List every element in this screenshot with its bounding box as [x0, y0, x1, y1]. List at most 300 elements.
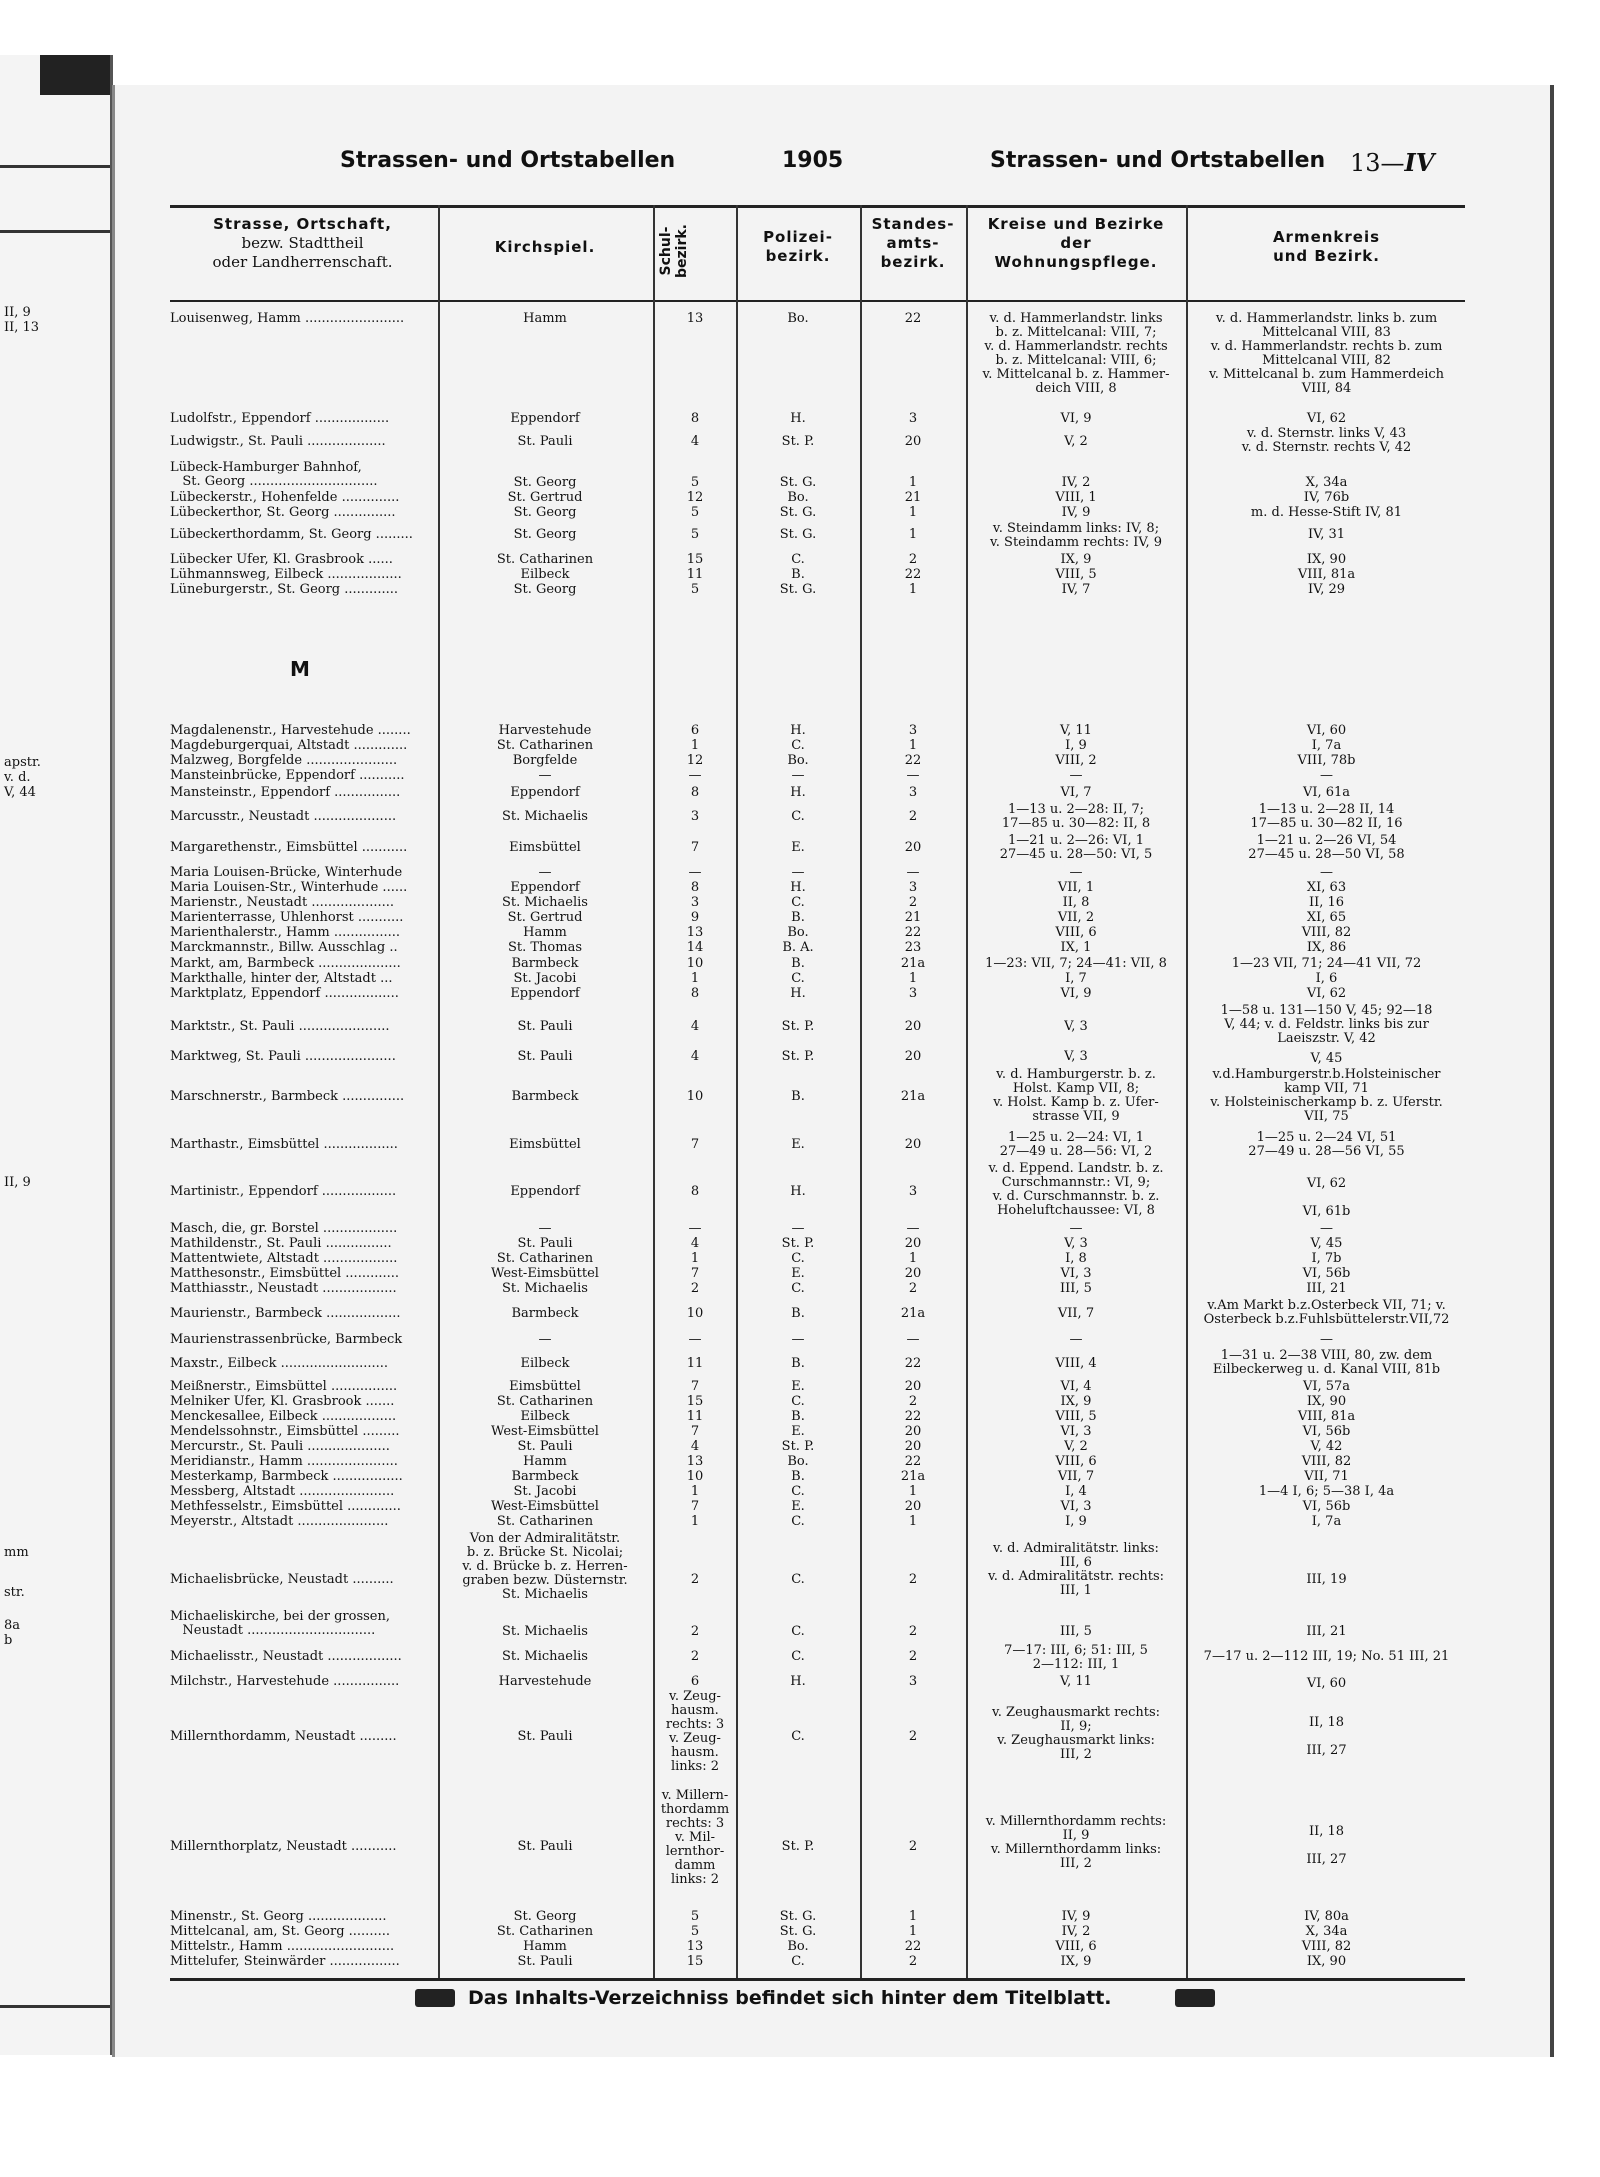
street-cell: Matthiasstr., Neustadt .................. [170, 1282, 397, 1296]
armenkreis-cell: II, 18 III, 27 [1306, 1824, 1347, 1867]
armenkreis-cell: IX, 90 [1306, 1394, 1347, 1409]
wohnungspflege-cell: 1—23: VII, 7; 24—41: VII, 8 [985, 956, 1167, 971]
wohnungspflege-cell: IV, 2 [1061, 1924, 1091, 1939]
street-cell: Lübeck-Hamburger Bahnhof, St. Georg ............................... [170, 461, 378, 489]
fragment-text: 8a [4, 1618, 21, 1633]
street-cell: Mittelstr., Hamm .......................... [170, 1940, 395, 1954]
kirchspiel-cell: Eilbeck [520, 1356, 570, 1371]
kirchspiel-cell: Hamm [523, 1454, 567, 1469]
standesamt-cell: 2 [908, 1394, 918, 1409]
standesamt-cell: — [906, 768, 920, 783]
standesamt-cell: 1 [908, 582, 918, 597]
street-cell: Martinistr., Eppendorf .................. [170, 1185, 397, 1199]
standesamt-cell: 2 [908, 1572, 918, 1587]
street-cell: Marktplatz, Eppendorf .................. [170, 987, 399, 1001]
fragment-text: V, 44 [4, 785, 36, 800]
column-title: Kreise und Bezirke [987, 215, 1165, 233]
kirchspiel-cell: — [538, 1332, 552, 1347]
polizeibezirk-cell: St. P. [781, 1839, 815, 1854]
kirchspiel-cell: St. Georg [513, 1909, 577, 1924]
standesamt-cell: 20 [904, 1499, 922, 1514]
armenkreis-cell: XI, 65 [1306, 910, 1347, 925]
wohnungspflege-cell: VI, 3 [1060, 1266, 1092, 1281]
schulbezirk-cell: 1 [690, 1251, 700, 1266]
polizeibezirk-cell: C. [791, 1624, 805, 1639]
standesamt-cell: 2 [908, 552, 918, 567]
kirchspiel-cell: Harvestehude [498, 723, 592, 738]
street-cell: Louisenweg, Hamm ........................ [170, 312, 405, 326]
armenkreis-cell: IX, 90 [1306, 1954, 1347, 1969]
street-cell: Mittelufer, Steinwärder ................. [170, 1955, 400, 1969]
street-cell: Messberg, Altstadt ....................... [170, 1485, 395, 1499]
armenkreis-cell: 1—58 u. 131—150 V, 45; 92—18 V, 44; v. d. Feldstr. links bis zur Laeiszstr. V, 42 [1220, 1003, 1433, 1046]
armenkreis-cell: IV, 31 [1307, 527, 1346, 542]
polizeibezirk-cell: C. [791, 1649, 805, 1664]
schulbezirk-cell: 5 [690, 505, 700, 520]
pointing-hand-icon [1175, 1989, 1215, 2007]
kirchspiel-cell: Eppendorf [510, 1184, 580, 1199]
polizeibezirk-cell: St. G. [779, 582, 817, 597]
kirchspiel-cell: St. Michaelis [502, 1281, 588, 1296]
street-cell: Marktweg, St. Pauli ...................... [170, 1050, 396, 1064]
wohnungspflege-cell: VIII, 1 [1055, 490, 1097, 505]
standesamt-cell: 1 [908, 1251, 918, 1266]
section-letter: M [290, 657, 310, 681]
column-subtitle: bezw. Stadttheil [241, 234, 364, 252]
kirchspiel-cell: Eilbeck [520, 567, 570, 582]
wohnungspflege-cell: — [1069, 865, 1083, 880]
wohnungspflege-cell: VI, 3 [1060, 1499, 1092, 1514]
polizeibezirk-cell: B. [791, 1469, 805, 1484]
binding-shadow [40, 55, 113, 95]
schulbezirk-cell: 8 [690, 411, 700, 426]
armenkreis-cell: VI, 57a [1302, 1379, 1351, 1394]
street-cell: Malzweg, Borgfelde ...................... [170, 754, 398, 768]
polizeibezirk-cell: H. [790, 880, 806, 895]
column-subtitle: oder Landherrenschaft. [212, 253, 393, 271]
polizeibezirk-cell: B. [791, 910, 805, 925]
polizeibezirk-cell: C. [791, 895, 805, 910]
polizeibezirk-cell: St. P. [781, 1049, 815, 1064]
armenkreis-cell: VI, 62 [1306, 986, 1347, 1001]
column-title: Armenkreis [1272, 228, 1381, 246]
kirchspiel-cell: St. Pauli [517, 1839, 573, 1854]
wohnungspflege-cell: VIII, 4 [1055, 1356, 1097, 1371]
kirchspiel-cell: Eppendorf [510, 986, 580, 1001]
street-cell: Mesterkamp, Barmbeck ................. [170, 1470, 403, 1484]
schulbezirk-cell: 11 [686, 1409, 704, 1424]
polizeibezirk-cell: H. [790, 1674, 806, 1689]
polizeibezirk-cell: H. [790, 1184, 806, 1199]
polizeibezirk-cell: E. [791, 1424, 805, 1439]
polizeibezirk-cell: E. [791, 1499, 805, 1514]
street-cell: Lühmannsweg, Eilbeck .................. [170, 568, 402, 582]
schulbezirk-cell: 5 [690, 1909, 700, 1924]
schulbezirk-cell: 2 [690, 1649, 700, 1664]
kirchspiel-cell: Harvestehude [498, 1674, 592, 1689]
fragment-text: apstr. [4, 755, 41, 770]
column-title: Schul- bezirk. [658, 224, 690, 278]
standesamt-cell: 20 [904, 434, 922, 449]
street-cell: Mansteinstr., Eppendorf ................ [170, 786, 401, 800]
column-divider [653, 205, 655, 1978]
schulbezirk-cell: v. Millern- thordamm rechts: 3 v. Mil- lernthor- damm links: 2 [660, 1788, 730, 1887]
kirchspiel-cell: Eilbeck [520, 1409, 570, 1424]
street-cell: Mathildenstr., St. Pauli ................ [170, 1237, 392, 1251]
polizeibezirk-cell: St. G. [779, 475, 817, 490]
column-title: Strasse, Ortschaft, [213, 215, 392, 233]
armenkreis-cell: VIII, 81a [1297, 1409, 1356, 1424]
street-cell: Michaelisbrücke, Neustadt .......... [170, 1573, 394, 1587]
fragment-text: v. d. [4, 770, 31, 785]
schulbezirk-cell: 5 [690, 1924, 700, 1939]
schulbezirk-cell: 8 [690, 785, 700, 800]
armenkreis-cell: IV, 80a [1304, 1909, 1349, 1924]
street-cell: Methfesselstr., Eimsbüttel ............. [170, 1500, 401, 1514]
schulbezirk-cell: 8 [690, 986, 700, 1001]
standesamt-cell: 3 [908, 785, 918, 800]
kirchspiel-cell: St. Georg [513, 505, 577, 520]
schulbezirk-cell: 8 [690, 880, 700, 895]
column-header-kirchspiel [440, 238, 650, 257]
wohnungspflege-cell: v. d. Eppend. Landstr. b. z. Curschmannstr.: VI, 9; v. d. Curschmannstr. b. z. Hoheluftchaussee: VI, 8 [988, 1161, 1164, 1218]
wohnungspflege-cell: IX, 9 [1060, 1394, 1092, 1409]
standesamt-cell: 1 [908, 738, 918, 753]
kirchspiel-cell: — [538, 1221, 552, 1236]
polizeibezirk-cell: H. [790, 723, 806, 738]
standesamt-cell: 20 [904, 1266, 922, 1281]
standesamt-cell: 2 [908, 1649, 918, 1664]
armenkreis-cell: V, 42 [1310, 1439, 1343, 1454]
standesamt-cell: 3 [908, 723, 918, 738]
armenkreis-cell: VII, 71 [1304, 1469, 1349, 1484]
kirchspiel-cell: St. Michaelis [502, 809, 588, 824]
armenkreis-cell: 7—17 u. 2—112 III, 19; No. 51 III, 21 [1203, 1649, 1450, 1664]
street-cell: Lübeckerstr., Hohenfelde .............. [170, 491, 400, 505]
schulbezirk-cell: 4 [690, 434, 700, 449]
standesamt-cell: 2 [908, 809, 918, 824]
polizeibezirk-cell: E. [791, 840, 805, 855]
standesamt-cell: 20 [904, 1019, 922, 1034]
kirchspiel-cell: St. Thomas [507, 940, 582, 955]
wohnungspflege-cell: V, 2 [1064, 434, 1088, 449]
scan-margin-bottom [0, 2057, 1600, 2177]
polizeibezirk-cell: Bo. [787, 490, 809, 505]
armenkreis-cell: v. d. Hammerlandstr. links b. zum Mittelcanal VIII, 83 v. d. Hammerlandstr. rechts b. zum Mittelcanal VIII, 82 v. Mittelcanal b. zum Hammerdeich VIII, 84 [1208, 311, 1445, 396]
polizeibezirk-cell: St. G. [779, 1924, 817, 1939]
schulbezirk-cell: 9 [690, 910, 700, 925]
wohnungspflege-cell: III, 5 [1060, 1281, 1092, 1296]
kirchspiel-cell: St. Michaelis [502, 1649, 588, 1664]
armenkreis-cell: X, 34a [1305, 475, 1348, 490]
schulbezirk-cell: 2 [690, 1624, 700, 1639]
kirchspiel-cell: St. Catharinen [496, 1514, 594, 1529]
polizeibezirk-cell: E. [791, 1266, 805, 1281]
standesamt-cell: 1 [908, 1484, 918, 1499]
kirchspiel-cell: St. Georg [513, 582, 577, 597]
kirchspiel-cell: Eppendorf [510, 880, 580, 895]
kirchspiel-cell: St. Jacobi [513, 1484, 577, 1499]
polizeibezirk-cell: St. G. [779, 527, 817, 542]
kirchspiel-cell: St. Georg [513, 527, 577, 542]
street-cell: Magdalenenstr., Harvestehude ........ [170, 724, 411, 738]
armenkreis-cell: 1—21 u. 2—26 VI, 54 27—45 u. 28—50 VI, 58 [1248, 833, 1405, 862]
standesamt-cell: 21a [900, 1089, 926, 1104]
street-cell: Mittelcanal, am, St. Georg .......... [170, 1925, 390, 1939]
kirchspiel-cell: St. Pauli [517, 1729, 573, 1744]
fragment-text: str. [4, 1585, 25, 1600]
schulbezirk-cell: 3 [690, 809, 700, 824]
kirchspiel-cell: St. Pauli [517, 434, 573, 449]
street-cell: Marcusstr., Neustadt .................... [170, 810, 397, 824]
wohnungspflege-cell: 1—21 u. 2—26: VI, 1 27—45 u. 28—50: VI, 5 [999, 833, 1153, 862]
fragment-text: II, 13 [4, 320, 40, 335]
polizeibezirk-cell: C. [791, 1251, 805, 1266]
header-rule-top [170, 205, 1465, 208]
polizeibezirk-cell: C. [791, 552, 805, 567]
wohnungspflege-cell: IX, 1 [1060, 940, 1092, 955]
armenkreis-cell: X, 34a [1305, 1924, 1348, 1939]
polizeibezirk-cell: — [791, 865, 805, 880]
column-title: der [1060, 234, 1092, 252]
footer-note: Das Inhalts-Verzeichniss befindet sich hinter dem Titelblatt. [468, 1987, 1112, 2009]
wohnungspflege-cell: II, 8 [1062, 895, 1090, 910]
wohnungspflege-cell: IX, 9 [1060, 1954, 1092, 1969]
standesamt-cell: 2 [908, 895, 918, 910]
pointing-hand-icon [415, 1989, 455, 2007]
wohnungspflege-cell: VIII, 5 [1055, 567, 1097, 582]
armenkreis-cell: 1—13 u. 2—28 II, 14 17—85 u. 30—82 II, 16 [1250, 802, 1403, 831]
schulbezirk-cell: 8 [690, 1184, 700, 1199]
street-cell: Maria Louisen-Str., Winterhude ...... [170, 881, 408, 895]
armenkreis-cell: VI, 56b [1302, 1266, 1351, 1281]
wohnungspflege-cell: — [1069, 1221, 1083, 1236]
kirchspiel-cell: — [538, 768, 552, 783]
kirchspiel-cell: Hamm [523, 311, 567, 326]
column-title: bezirk. [880, 253, 946, 271]
polizeibezirk-cell: B. [791, 1409, 805, 1424]
kirchspiel-cell: St. Jacobi [513, 971, 577, 986]
kirchspiel-cell: Eimsbüttel [509, 1379, 581, 1394]
wohnungspflege-cell: 1—25 u. 2—24: VI, 1 27—49 u. 28—56: VI, 2 [999, 1130, 1153, 1159]
wohnungspflege-cell: VIII, 5 [1055, 1409, 1097, 1424]
polizeibezirk-cell: C. [791, 738, 805, 753]
wohnungspflege-cell: VI, 9 [1060, 986, 1092, 1001]
schulbezirk-cell: 13 [686, 1939, 704, 1954]
standesamt-cell: 20 [904, 1236, 922, 1251]
polizeibezirk-cell: B. [791, 1356, 805, 1371]
kirchspiel-cell: St. Pauli [517, 1019, 573, 1034]
armenkreis-cell: — [1320, 865, 1333, 880]
street-cell: Meyerstr., Altstadt ...................... [170, 1515, 389, 1529]
armenkreis-cell: I, 7b [1311, 1251, 1342, 1266]
schulbezirk-cell: 4 [690, 1019, 700, 1034]
kirchspiel-cell: Hamm [523, 1939, 567, 1954]
armenkreis-cell: IX, 86 [1306, 940, 1347, 955]
armenkreis-cell: III, 21 [1306, 1281, 1347, 1296]
armenkreis-cell: III, 19 [1306, 1572, 1347, 1587]
street-cell: Maurienstr., Barmbeck .................. [170, 1307, 401, 1321]
kirchspiel-cell: Borgfelde [512, 753, 578, 768]
standesamt-cell: 3 [908, 1184, 918, 1199]
polizeibezirk-cell: C. [791, 1484, 805, 1499]
standesamt-cell: 1 [908, 475, 918, 490]
street-cell: Mansteinbrücke, Eppendorf ........... [170, 769, 405, 783]
armenkreis-cell: VIII, 82 [1301, 925, 1352, 940]
schulbezirk-cell: 7 [690, 1424, 700, 1439]
standesamt-cell: 22 [904, 1356, 922, 1371]
wohnungspflege-cell: III, 5 [1060, 1624, 1092, 1639]
armenkreis-cell: — [1320, 1332, 1333, 1347]
wohnungspflege-cell: VIII, 6 [1055, 1454, 1097, 1469]
street-cell: Magdeburgerquai, Altstadt ............. [170, 739, 408, 753]
kirchspiel-cell: West-Eimsbüttel [491, 1499, 599, 1514]
standesamt-cell: 3 [908, 880, 918, 895]
fragment-text: II, 9 [4, 1175, 31, 1190]
kirchspiel-cell: West-Eimsbüttel [491, 1266, 599, 1281]
armenkreis-cell: VIII, 81a [1297, 567, 1356, 582]
schulbezirk-cell: 1 [690, 971, 700, 986]
kirchspiel-cell: — [538, 865, 552, 880]
previous-page-edge [0, 55, 113, 2055]
wohnungspflege-cell: IX, 9 [1060, 552, 1092, 567]
street-cell: Menckesallee, Eilbeck .................. [170, 1410, 397, 1424]
standesamt-cell: 21a [900, 1306, 926, 1321]
kirchspiel-cell: St. Catharinen [496, 552, 594, 567]
armenkreis-cell: — [1320, 768, 1333, 783]
street-cell: Lübecker Ufer, Kl. Grasbrook ...... [170, 553, 393, 567]
header-right-title: Strassen- und Ortstabellen [990, 148, 1326, 173]
armenkreis-cell: v. d. Sternstr. links V, 43 v. d. Sternstr. rechts V, 42 [1241, 426, 1412, 455]
street-cell: Marschnerstr., Barmbeck ............... [170, 1090, 405, 1104]
armenkreis-cell: v.d.Hamburgerstr.b.Holsteinischer kamp VII, 71 v. Holsteinischerkamp b. z. Uferstr. VII, 75 [1210, 1067, 1443, 1124]
wohnungspflege-cell: I, 4 [1065, 1484, 1087, 1499]
schulbezirk-cell: 12 [686, 490, 704, 505]
schulbezirk-cell: 15 [686, 1394, 704, 1409]
wohnungspflege-cell: v. Steindamm links: IV, 8; v. Steindamm rechts: IV, 9 [989, 521, 1163, 550]
polizeibezirk-cell: C. [791, 1394, 805, 1409]
standesamt-cell: 1 [908, 1924, 918, 1939]
polizeibezirk-cell: C. [791, 1729, 805, 1744]
armenkreis-cell: V, 45 [1310, 1236, 1343, 1251]
kirchspiel-cell: St. Pauli [517, 1439, 573, 1454]
street-cell: Markt, am, Barmbeck .................... [170, 957, 401, 971]
schulbezirk-cell: 5 [690, 582, 700, 597]
schulbezirk-cell: 15 [686, 1954, 704, 1969]
divider [0, 165, 110, 168]
schulbezirk-cell: 14 [686, 940, 704, 955]
kirchspiel-cell: St. Gertrud [507, 910, 583, 925]
street-cell: Milchstr., Harvestehude ................ [170, 1675, 400, 1689]
polizeibezirk-cell: — [791, 1332, 805, 1347]
schulbezirk-cell: 3 [690, 895, 700, 910]
schulbezirk-cell: 11 [686, 567, 704, 582]
header-rule-bottom [170, 300, 1465, 302]
armenkreis-cell: I, 6 [1315, 971, 1338, 986]
wohnungspflege-cell: I, 7 [1065, 971, 1087, 986]
schulbezirk-cell: 4 [690, 1049, 700, 1064]
wohnungspflege-cell: v. Millernthordamm rechts: II, 9 v. Millernthordamm links: III, 2 [985, 1814, 1167, 1871]
street-cell: Marktstr., St. Pauli ...................... [170, 1020, 390, 1034]
column-header-schulbezirk [658, 206, 690, 296]
standesamt-cell: 22 [904, 753, 922, 768]
schulbezirk-cell: 4 [690, 1439, 700, 1454]
kirchspiel-cell: Eppendorf [510, 785, 580, 800]
street-cell: Meißnerstr., Eimsbüttel ................ [170, 1380, 398, 1394]
schulbezirk-cell: — [688, 1221, 702, 1236]
kirchspiel-cell: St. Catharinen [496, 738, 594, 753]
standesamt-cell: 1 [908, 505, 918, 520]
armenkreis-cell: m. d. Hesse-Stift IV, 81 [1250, 505, 1403, 520]
polizeibezirk-cell: — [791, 768, 805, 783]
standesamt-cell: 21 [904, 490, 922, 505]
fragment-text: mm [4, 1545, 29, 1560]
street-cell: Mercurstr., St. Pauli .................... [170, 1440, 390, 1454]
wohnungspflege-cell: V, 11 [1060, 1674, 1092, 1689]
street-cell: Marienstr., Neustadt .................... [170, 896, 394, 910]
wohnungspflege-cell: IV, 7 [1061, 582, 1091, 597]
armenkreis-cell: VI, 61a [1302, 785, 1351, 800]
standesamt-cell: 21 [904, 910, 922, 925]
armenkreis-cell: 1—31 u. 2—38 VIII, 80, zw. dem Eilbeckerweg u. d. Kanal VIII, 81b [1212, 1348, 1441, 1377]
wohnungspflege-cell: VII, 7 [1057, 1306, 1095, 1321]
wohnungspflege-cell: IV, 2 [1061, 475, 1091, 490]
wohnungspflege-cell: VIII, 6 [1055, 925, 1097, 940]
polizeibezirk-cell: B. [791, 1089, 805, 1104]
street-cell: Marckmannstr., Billw. Ausschlag .. [170, 941, 398, 955]
standesamt-cell: 21a [900, 956, 926, 971]
polizeibezirk-cell: Bo. [787, 311, 809, 326]
street-cell: Melniker Ufer, Kl. Grasbrook ....... [170, 1395, 395, 1409]
armenkreis-cell: VI, 62 VI, 61b [1302, 1176, 1351, 1219]
wohnungspflege-cell: v. d. Hammerlandstr. links b. z. Mittelcanal: VIII, 7; v. d. Hammerlandstr. rechts b. z. Mittelcanal: VIII, 6; v. Mittelcanal b. z. Hammer- deich VIII, 8 [982, 311, 1170, 396]
street-cell: Maurienstrassenbrücke, Barmbeck [170, 1333, 403, 1347]
armenkreis-cell: 1—23 VII, 71; 24—41 VII, 72 [1231, 956, 1422, 971]
schulbezirk-cell: 13 [686, 311, 704, 326]
armenkreis-cell: VI, 62 [1306, 411, 1347, 426]
schulbezirk-cell: 7 [690, 1499, 700, 1514]
wohnungspflege-cell: v. Zeughausmarkt rechts: II, 9; v. Zeughausmarkt links: III, 2 [991, 1705, 1161, 1762]
standesamt-cell: 22 [904, 1939, 922, 1954]
polizeibezirk-cell: St. P. [781, 434, 815, 449]
wohnungspflege-cell: V, 11 [1060, 723, 1092, 738]
column-header-strasse [170, 215, 435, 272]
schulbezirk-cell: 2 [690, 1281, 700, 1296]
armenkreis-cell: VI, 56b [1302, 1499, 1351, 1514]
polizeibezirk-cell: St. G. [779, 505, 817, 520]
armenkreis-cell: — [1320, 1221, 1333, 1236]
street-cell: Masch, die, gr. Borstel .................. [170, 1222, 398, 1236]
street-cell: Michaelisstr., Neustadt .................. [170, 1650, 402, 1664]
armenkreis-cell: 1—4 I, 6; 5—38 I, 4a [1258, 1484, 1395, 1499]
polizeibezirk-cell: B. [791, 567, 805, 582]
street-cell: Millernthordamm, Neustadt ......... [170, 1730, 397, 1744]
armenkreis-cell: v.Am Markt b.z.Osterbeck VII, 71; v. Osterbeck b.z.Fuhlsbüttelerstr.VII,72 [1203, 1298, 1450, 1327]
standesamt-cell: 1 [908, 971, 918, 986]
polizeibezirk-cell: Bo. [787, 1939, 809, 1954]
schulbezirk-cell: 4 [690, 1236, 700, 1251]
kirchspiel-cell: Barmbeck [511, 1306, 579, 1321]
wohnungspflege-cell: VI, 7 [1060, 785, 1092, 800]
street-cell: Marienthalerstr., Hamm ................ [170, 926, 400, 940]
schulbezirk-cell: v. Zeug- hausm. rechts: 3 v. Zeug- hausm. links: 2 [665, 1689, 725, 1774]
table-rule-bottom [170, 1978, 1465, 1981]
armenkreis-cell: VI, 60 [1306, 1676, 1347, 1691]
wohnungspflege-cell: VI, 3 [1060, 1424, 1092, 1439]
wohnungspflege-cell: I, 8 [1065, 1251, 1087, 1266]
schulbezirk-cell: — [688, 865, 702, 880]
standesamt-cell: 2 [908, 1624, 918, 1639]
